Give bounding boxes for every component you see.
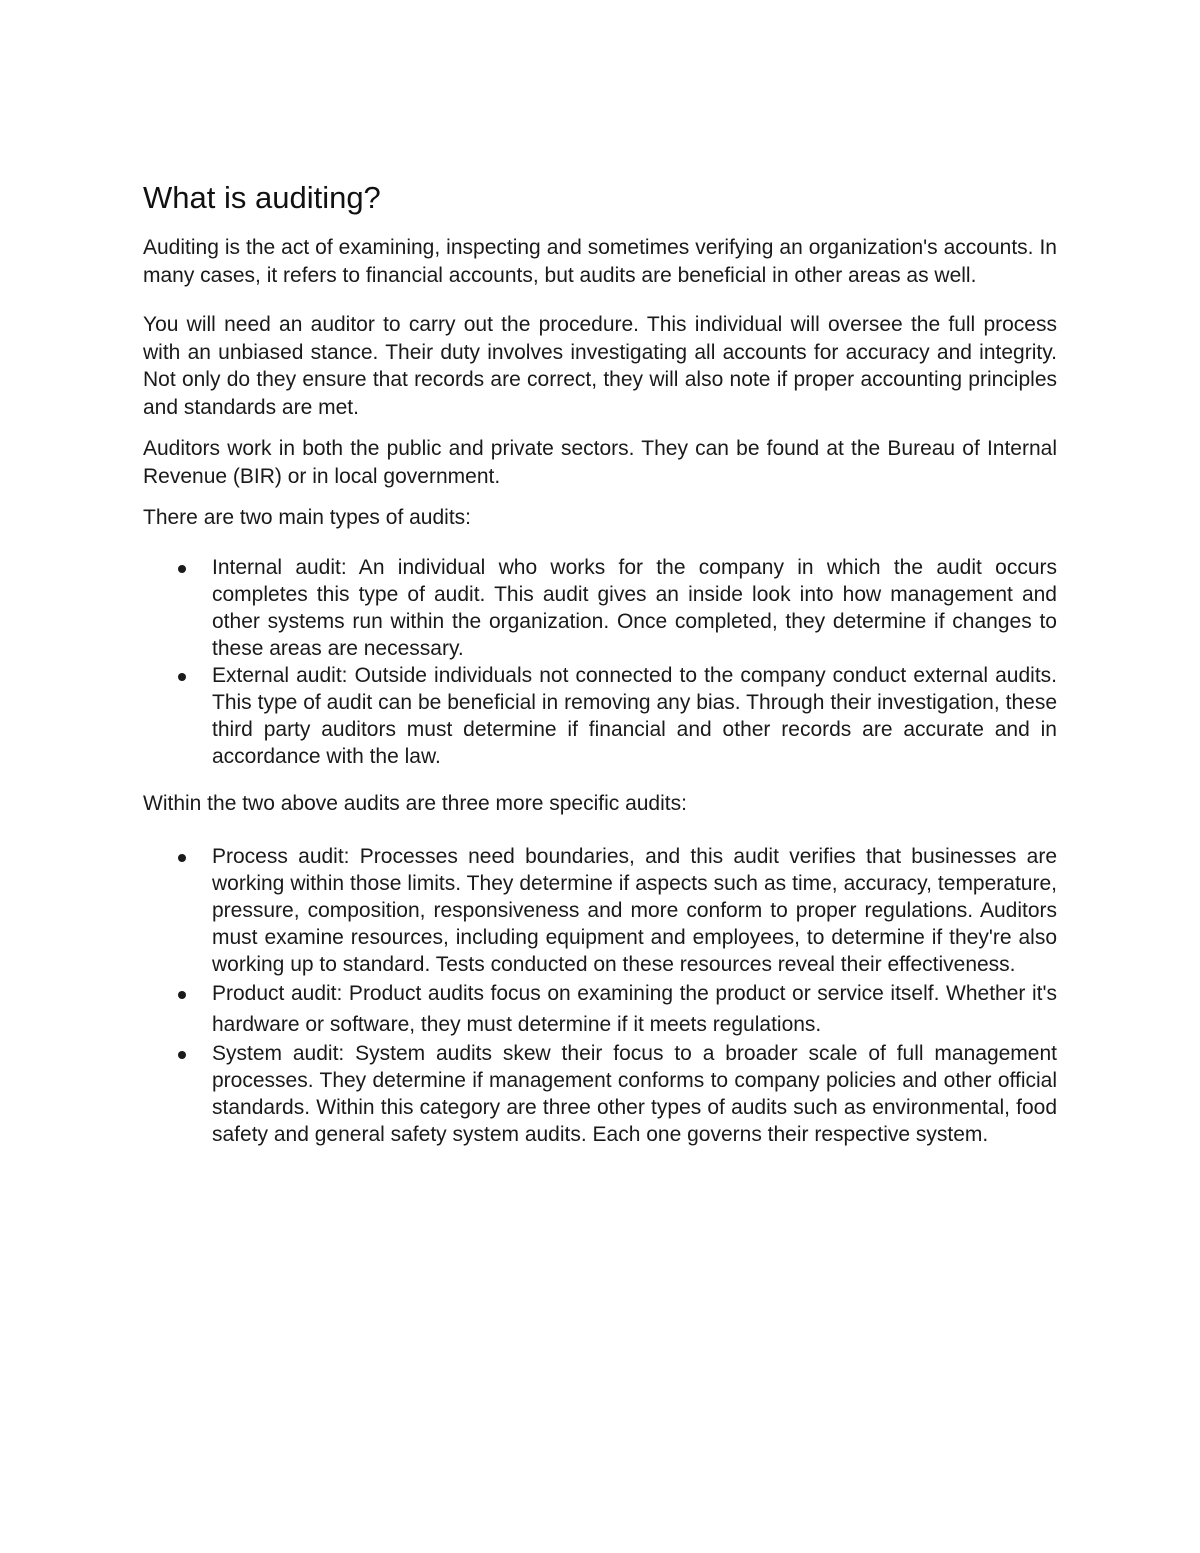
list-item-text: Internal audit: An individual who works for the company in which the audit occurs completes this type of audit. This audit gives an inside look into how management and other systems run within the organization. Once completed, they determine if changes to these areas are necessary. [212, 555, 1057, 660]
bullet-icon [178, 854, 186, 862]
list-item-text: System audit: System audits skew their focus to a broader scale of full management processes. They determine if management conforms to company policies and other official standards. Within this category are three other types of audits such as environmental, food safety and general safety system audits. Each one governs their respective system. [212, 1042, 1057, 1146]
bullet-icon [178, 673, 186, 681]
paragraph-specific-intro: Within the two above audits are three more specific audits: [143, 791, 687, 815]
paragraph-definition: Auditing is the act of examining, inspecting and sometimes verifying an organization's accounts. In many cases, it refers to financial accounts, but audits are beneficial in other areas as well. [143, 236, 1057, 287]
list-item-system-audit [143, 1040, 1057, 1148]
specific-types-list [143, 843, 1057, 1148]
document-page [143, 178, 1057, 1168]
page-title: What is auditing? [143, 180, 381, 215]
list-item-product-audit [143, 978, 1057, 1040]
paragraph-sectors: Auditors work in both the public and private sectors. They can be found at the Bureau of Internal Revenue (BIR) or in local government. [143, 437, 1057, 488]
list-item-text: Product audit: Product audits focus on examining the product or service itself. Whether it's hardware or software, they must determine if it meets regulations. [212, 982, 1057, 1036]
list-item-internal-audit [143, 554, 1057, 662]
list-item-text: Process audit: Processes need boundaries, and this audit verifies that businesses are working within those limits. They determine if aspects such as time, accuracy, temperature, pressure, composition, responsiveness and more conform to proper regulations. Auditors must examine resources, including equipment and employees, to determine if they're also working up to standard. Tests conducted on these resources reveal their effectiveness. [212, 845, 1057, 976]
bullet-icon [178, 565, 186, 573]
paragraph-auditor: You will need an auditor to carry out the procedure. This individual will oversee the full process with an unbiased stance. Their duty involves investigating all accounts for accuracy and integrity. Not only do they ensure that records are correct, they will also note if proper accounting principles and standards are met. [143, 313, 1057, 419]
main-types-list [143, 554, 1057, 770]
list-item-text: External audit: Outside individuals not connected to the company conduct external audits. This type of audit can be beneficial in removing any bias. Through their investigation, these third party auditors must determine if financial and other records are accurate and in accordance with the law. [212, 663, 1057, 768]
paragraph-types-intro: There are two main types of audits: [143, 506, 471, 529]
bullet-icon [178, 1051, 186, 1059]
bullet-icon [178, 991, 186, 999]
list-item-external-audit [143, 662, 1057, 770]
list-item-process-audit [143, 843, 1057, 978]
